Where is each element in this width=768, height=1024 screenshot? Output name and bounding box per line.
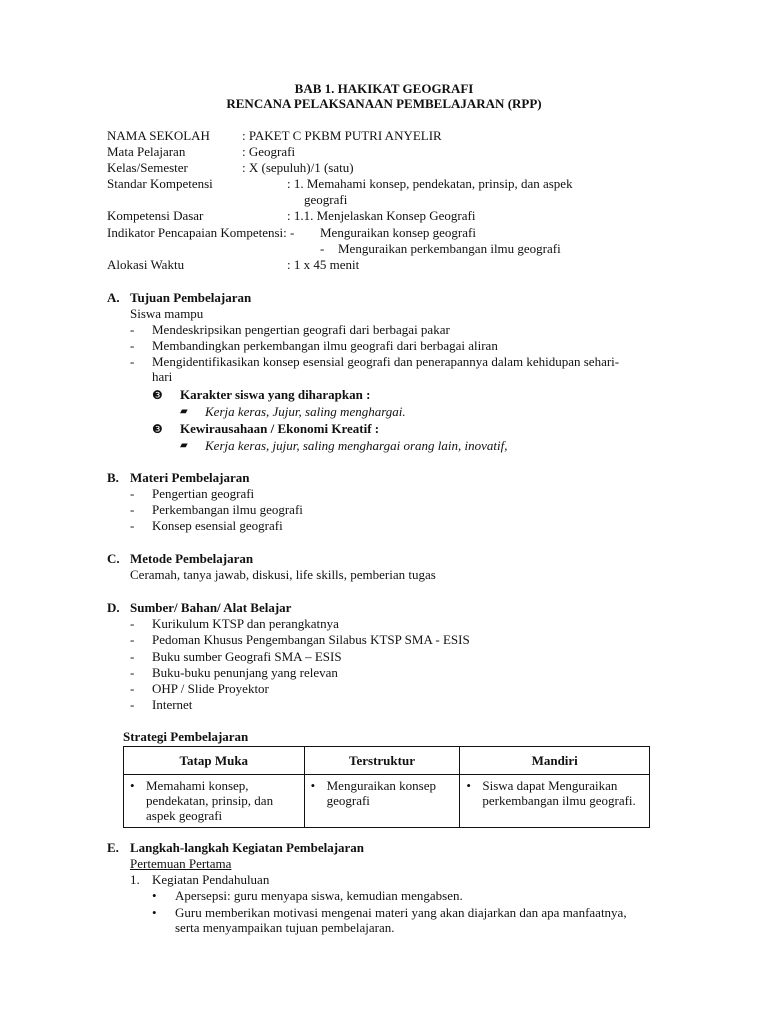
subject-value: : Geografi bbox=[242, 144, 296, 159]
section-b-item-3: Konsep esensial geografi bbox=[152, 518, 283, 533]
dash-icon: - bbox=[130, 322, 135, 337]
indicator-value-2: Menguraikan perkembangan ilmu geografi bbox=[338, 241, 561, 256]
bullet-icon: • bbox=[152, 888, 157, 903]
section-e-letter: E. bbox=[107, 840, 119, 855]
square-bullet-icon: ▰ bbox=[180, 406, 188, 417]
step-bullet-1: Apersepsi: guru menyapa siswa, kemudian mengabsen. bbox=[175, 888, 463, 903]
step-bullet-2: Guru memberikan motivasi mengenai materi yang akan diajarkan dan apa manfaatnya, bbox=[175, 905, 627, 920]
strategy-column-header: Mandiri bbox=[460, 747, 650, 775]
table-row bbox=[124, 775, 650, 828]
strategy-cell-terstruktur bbox=[304, 775, 460, 828]
karakter-value: Kerja keras, Jujur, saling menghargai. bbox=[205, 404, 406, 419]
section-a-item-3: Mengidentifikasikan konsep esensial geografi dan penerapannya dalam kehidupan sehari- bbox=[152, 354, 620, 369]
cell-text: Siswa dapat Menguraikan perkembangan ilmu geografi. bbox=[482, 778, 636, 808]
basic-competency-value: : 1.1. Menjelaskan Konsep Geografi bbox=[287, 208, 476, 223]
strategy-header-row bbox=[124, 747, 650, 775]
section-a-heading bbox=[107, 290, 251, 306]
strategy-column-header: Terstruktur bbox=[304, 747, 460, 775]
bullet-icon: • bbox=[152, 905, 157, 920]
section-a-item-2: Membandingkan perkembangan ilmu geografi dari berbagai aliran bbox=[152, 338, 498, 353]
document-subtitle: RENCANA PELAKSANAAN PEMBELAJARAN (RPP) bbox=[226, 96, 542, 111]
step-number: 1. bbox=[130, 872, 140, 887]
section-c-heading bbox=[107, 551, 253, 567]
dash-icon: - bbox=[130, 681, 135, 696]
bullet-icon: • bbox=[310, 778, 316, 793]
dash-icon: - bbox=[130, 697, 135, 712]
dash-icon: - bbox=[130, 649, 135, 664]
step-bullet-2-cont: serta menyampaikan tujuan pembelajaran. bbox=[175, 920, 395, 935]
section-d-item-5: OHP / Slide Proyektor bbox=[152, 681, 269, 696]
section-b-letter: B. bbox=[107, 470, 119, 485]
class-label: Kelas/Semester bbox=[107, 160, 188, 175]
document-title: BAB 1. HAKIKAT GEOGRAFI bbox=[294, 81, 474, 96]
strategy-cell-tatap-muka bbox=[124, 775, 305, 828]
standard-value-line1: : 1. Memahami konsep, pendekatan, prinsip, dan aspek bbox=[287, 176, 573, 191]
bullet-icon: • bbox=[466, 778, 471, 793]
school-label: NAMA SEKOLAH bbox=[107, 128, 210, 143]
section-a-title: Tujuan Pembelajaran bbox=[130, 290, 252, 305]
section-b-heading bbox=[107, 470, 249, 486]
strategy-title: Strategi Pembelajaran bbox=[123, 729, 249, 744]
square-bullet-icon: ▰ bbox=[180, 440, 188, 451]
cell-text: Memahami konsep, pendekatan, prinsip, dan aspek geografi bbox=[146, 778, 274, 823]
subject-label: Mata Pelajaran bbox=[107, 144, 186, 159]
dash-icon: - bbox=[130, 518, 135, 533]
section-b-item-2: Perkembangan ilmu geografi bbox=[152, 502, 303, 517]
section-b-item-1: Pengertian geografi bbox=[152, 486, 255, 501]
section-d-item-3: Buku sumber Geografi SMA – ESIS bbox=[152, 649, 342, 664]
circle-bullet-icon: ❸ bbox=[152, 422, 163, 436]
indicator-label: Indikator Pencapaian Kompetensi: - bbox=[107, 225, 295, 240]
cell-text: Menguraikan konsep geografi bbox=[326, 778, 436, 808]
kewirausahaan-value: Kerja keras, jujur, saling menghargai orang lain, inovatif, bbox=[205, 438, 508, 453]
section-e-title: Langkah-langkah Kegiatan Pembelajaran bbox=[130, 840, 365, 855]
section-b-title: Materi Pembelajaran bbox=[130, 470, 250, 485]
dash-icon: - bbox=[130, 632, 135, 647]
dash-icon: - bbox=[130, 354, 135, 369]
time-value: : 1 x 45 menit bbox=[287, 257, 360, 272]
dash-icon: - bbox=[130, 616, 135, 631]
dash-icon: - bbox=[130, 338, 135, 353]
dash-icon: - bbox=[130, 665, 135, 680]
section-c-text: Ceramah, tanya jawab, diskusi, life skills, pemberian tugas bbox=[130, 567, 436, 582]
section-d-item-4: Buku-buku penunjang yang relevan bbox=[152, 665, 338, 680]
section-d-letter: D. bbox=[107, 600, 120, 615]
basic-competency-label: Kompetensi Dasar bbox=[107, 208, 204, 223]
karakter-title: Karakter siswa yang diharapkan : bbox=[180, 387, 371, 402]
strategy-column-header: Tatap Muka bbox=[124, 747, 305, 775]
section-d-title: Sumber/ Bahan/ Alat Belajar bbox=[130, 600, 292, 615]
section-d-heading bbox=[107, 600, 291, 616]
section-d-item-1: Kurikulum KTSP dan perangkatnya bbox=[152, 616, 339, 631]
section-a-letter: A. bbox=[107, 290, 120, 305]
section-c-title: Metode Pembelajaran bbox=[130, 551, 254, 566]
kewirausahaan-title: Kewirausahaan / Ekonomi Kreatif : bbox=[180, 421, 380, 436]
standard-value-line2: geografi bbox=[304, 192, 348, 207]
section-a-item-1: Mendeskripsikan pengertian geografi dari berbagai pakar bbox=[152, 322, 450, 337]
section-d-item-6: Internet bbox=[152, 697, 193, 712]
time-label: Alokasi Waktu bbox=[107, 257, 185, 272]
dash-icon: - bbox=[130, 486, 135, 501]
section-a-item-3-cont: hari bbox=[152, 369, 173, 384]
class-value: : X (sepuluh)/1 (satu) bbox=[242, 160, 354, 175]
strategy-table bbox=[123, 746, 650, 828]
meeting-label: Pertemuan Pertama bbox=[130, 856, 232, 871]
standard-label: Standar Kompetensi bbox=[107, 176, 213, 191]
section-c-letter: C. bbox=[107, 551, 120, 566]
section-a-intro: Siswa mampu bbox=[130, 306, 204, 321]
indicator-value-1: Menguraikan konsep geografi bbox=[320, 225, 476, 240]
circle-bullet-icon: ❸ bbox=[152, 388, 163, 402]
section-d-item-2: Pedoman Khusus Pengembangan Silabus KTSP SMA - ESIS bbox=[152, 632, 470, 647]
bullet-icon: • bbox=[130, 778, 135, 793]
dash-icon: - bbox=[130, 502, 135, 517]
strategy-cell-mandiri bbox=[460, 775, 650, 828]
section-e-heading bbox=[107, 840, 364, 856]
indicator-dash-2: - bbox=[320, 241, 325, 256]
step-title: Kegiatan Pendahuluan bbox=[152, 872, 270, 887]
school-value: : PAKET C PKBM PUTRI ANYELIR bbox=[242, 128, 442, 143]
